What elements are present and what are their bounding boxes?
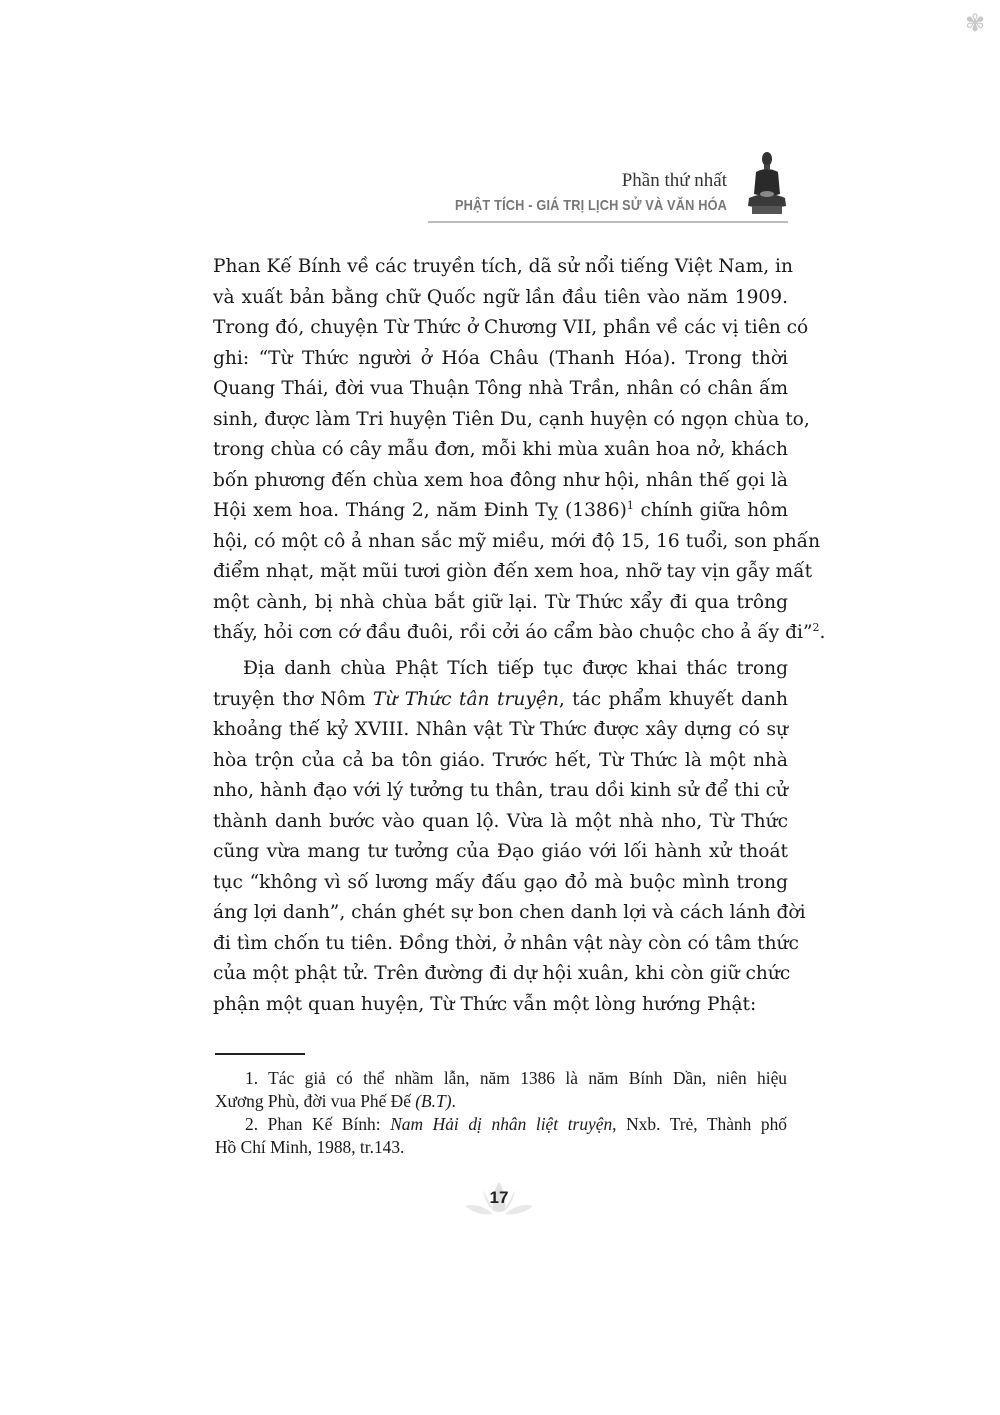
text-line: hòa trộn của cả ba tôn giáo. Trước hết, Từ Thức là một nhà bbox=[213, 749, 788, 771]
header-part: Phần thứ nhất bbox=[621, 170, 727, 191]
text-line bbox=[213, 685, 788, 716]
text: thấy, hỏi cơn cớ đầu đuôi, rồi cởi áo cẩm bào chuộc cho ả ấy đi” bbox=[213, 622, 813, 643]
footnote-1-line bbox=[215, 1090, 787, 1113]
text-line: điểm nhạt, mặt mũi tươi giòn đến xem hoa, nhỡ tay vịn gẫy mất bbox=[213, 561, 813, 582]
page-number: 17 bbox=[489, 1188, 509, 1207]
book-title: Nam Hải dị nhân liệt truyện bbox=[390, 1114, 613, 1134]
footnote-1-line: 1. Tác giả có thể nhầm lẫn, năm 1386 là năm Bính Dần, niên hiệu bbox=[245, 1068, 787, 1088]
text: chính giữa hôm bbox=[633, 500, 788, 521]
text-line: Địa danh chùa Phật Tích tiếp tục được khai thác trong bbox=[243, 658, 788, 679]
footnote-ref-1[interactable]: 1 bbox=[626, 498, 634, 512]
footnote-divider bbox=[215, 1053, 305, 1055]
text-line: Quang Thái, đời vua Thuận Tông nhà Trần, nhân có chân ấm bbox=[213, 378, 788, 399]
text-line: khoảng thế kỷ XVIII. Nhân vật Từ Thức được xây dựng có sự bbox=[213, 719, 788, 740]
text: , tác phẩm khuyết danh bbox=[558, 688, 788, 710]
text-line: của một phật tử. Trên đường đi dự hội xuân, khi còn giữ chức bbox=[213, 963, 791, 984]
text-line: trong chùa có cây mẫu đơn, mỗi khi mùa xuân hoa nở, khách bbox=[213, 439, 788, 460]
text-line: áng lợi danh”, chán ghét sự bon chen danh lợi và cách lánh đời bbox=[213, 902, 806, 923]
footnote-ref-2[interactable]: 2 bbox=[812, 620, 820, 634]
buddha-icon bbox=[746, 150, 788, 216]
text-line: nho, hành đạo với lý tưởng tu thân, trau dồi kinh sử để thi cử bbox=[213, 780, 788, 801]
text: Xương Phù, đời vua Phế Đế bbox=[215, 1091, 416, 1111]
footnote-2-line: Hồ Chí Minh, 1988, tr.143. bbox=[215, 1137, 405, 1157]
text-line: thành danh bước vào quan lộ. Vừa là một nhà nho, Từ Thức bbox=[213, 810, 788, 832]
text-line: cũng vừa mang tư tưởng của Đạo giáo với lối hành xử thoát bbox=[213, 841, 788, 862]
footnote-2-line bbox=[215, 1113, 787, 1136]
text: (B.T) bbox=[415, 1091, 452, 1111]
text-line: sinh, được làm Tri huyện Tiên Du, cạnh huyện có ngọn chùa to, bbox=[213, 408, 810, 430]
flower-ornament-icon: ✾ bbox=[964, 9, 986, 37]
text: . bbox=[819, 622, 826, 643]
text: , Nxb. Trẻ, Thành phố bbox=[612, 1114, 787, 1134]
text: . bbox=[451, 1091, 456, 1111]
header-title: PHẬT TÍCH - GIÁ TRỊ LỊCH SỬ VÀ VĂN HÓA bbox=[454, 197, 727, 214]
text-line: phận một quan huyện, Từ Thức vẫn một lòng hướng Phật: bbox=[213, 993, 757, 1015]
paragraph-2 bbox=[213, 654, 806, 1020]
text-line bbox=[213, 618, 826, 649]
footnotes bbox=[215, 1067, 787, 1159]
text: truyện thơ Nôm bbox=[213, 688, 373, 710]
text-line: Trong đó, chuyện Từ Thức ở Chương VII, phần về các vị tiên có bbox=[213, 317, 809, 338]
text-line bbox=[213, 496, 788, 527]
text-line: và xuất bản bằng chữ Quốc ngữ lần đầu tiên vào năm 1909. bbox=[213, 286, 788, 308]
paragraph-1 bbox=[213, 252, 826, 649]
page-number-ornament bbox=[463, 1180, 535, 1220]
book-title: Từ Thức tân truyện bbox=[372, 688, 559, 710]
text: 2. Phan Kế Bính: bbox=[245, 1114, 391, 1134]
text-line: bốn phương đến chùa xem hoa đông như hội, nhân thế gọi là bbox=[213, 469, 788, 491]
text-line: tục “không vì số lương mấy đấu gạo đỏ mà buộc mình trong bbox=[213, 871, 788, 893]
text-line: hội, có một cô ả nhan sắc mỹ miều, mới độ 15, 16 tuổi, son phấn bbox=[213, 530, 821, 552]
text-line: Phan Kế Bính về các truyền tích, dã sử nổi tiếng Việt Nam, in bbox=[213, 256, 793, 277]
text-line: ghi: “Từ Thức người ở Hóa Châu (Thanh Hóa). Trong thời bbox=[213, 347, 788, 369]
header-divider bbox=[428, 221, 788, 223]
text: Hội xem hoa. Tháng 2, năm Đinh Tỵ (1386) bbox=[213, 500, 627, 521]
text-line: đi tìm chốn tu tiên. Đồng thời, ở nhân vật này còn có tâm thức bbox=[213, 932, 799, 954]
text-line: một cành, bị nhà chùa bắt giữ lại. Từ Thức xẩy đi qua trông bbox=[213, 591, 788, 613]
